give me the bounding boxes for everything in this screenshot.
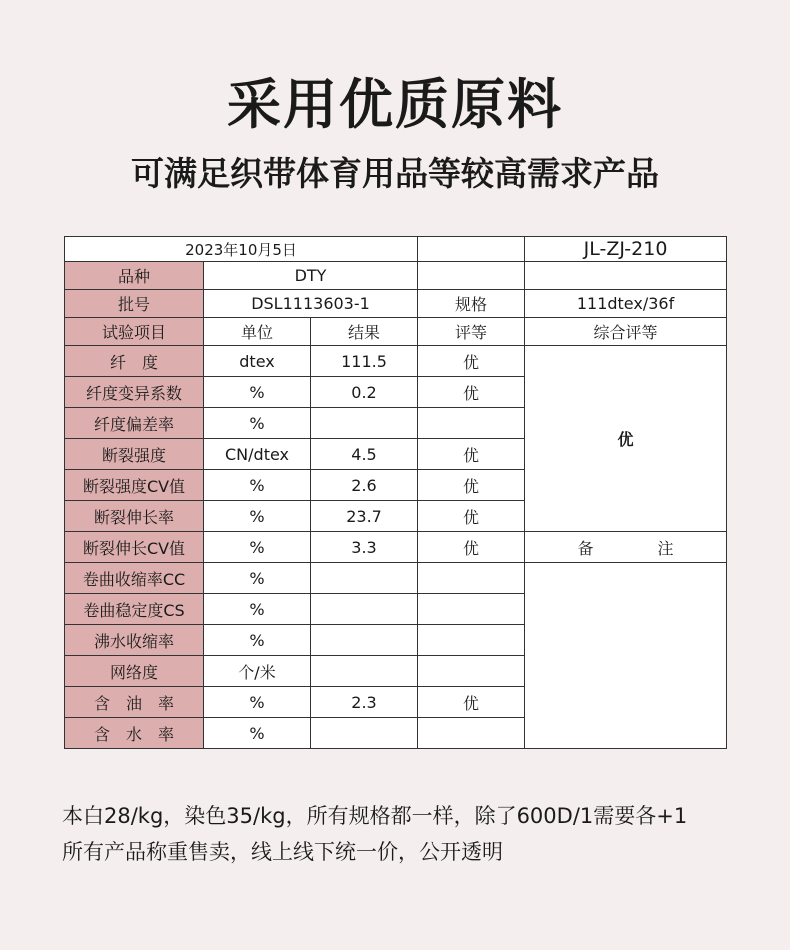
row-unit: % — [204, 718, 311, 749]
batch-value: DSL1113603-1 — [204, 290, 418, 318]
row-item: 卷曲收缩率CC — [65, 563, 204, 594]
variety-label: 品种 — [65, 262, 204, 290]
column-header-row — [65, 318, 727, 346]
row-grade: 优 — [418, 532, 525, 563]
test-report-table — [64, 236, 727, 749]
row-grade: 优 — [418, 687, 525, 718]
notes-label-right: 注 — [657, 538, 674, 558]
row-item: 断裂强度CV值 — [65, 470, 204, 501]
row-result: 2.3 — [311, 687, 418, 718]
row-item: 网络度 — [65, 656, 204, 687]
row-result: 23.7 — [311, 501, 418, 532]
notes-body — [525, 563, 727, 749]
row-grade — [418, 408, 525, 439]
row-result — [311, 563, 418, 594]
row-unit: % — [204, 408, 311, 439]
row-grade: 优 — [418, 501, 525, 532]
row-item: 含 水 率 — [65, 718, 204, 749]
row-item: 纤 度 — [65, 346, 204, 377]
row-grade: 优 — [418, 377, 525, 408]
batch-label: 批号 — [65, 290, 204, 318]
row-item: 沸水收缩率 — [65, 625, 204, 656]
column-header-item: 试验项目 — [65, 318, 204, 346]
table-row — [65, 346, 727, 377]
variety-row — [65, 262, 727, 290]
row-result: 4.5 — [311, 439, 418, 470]
row-result — [311, 718, 418, 749]
row-grade — [418, 563, 525, 594]
row-unit: % — [204, 470, 311, 501]
column-header-overall: 综合评等 — [525, 318, 727, 346]
spec-label: 规格 — [418, 290, 525, 318]
row-result — [311, 656, 418, 687]
row-unit: % — [204, 687, 311, 718]
row-unit: % — [204, 594, 311, 625]
report-date: 2023年10月5日 — [65, 237, 418, 262]
row-unit: CN/dtex — [204, 439, 311, 470]
variety-blank-cell-2 — [525, 262, 727, 290]
table-row — [65, 563, 727, 594]
table-row — [65, 532, 727, 563]
row-item: 断裂强度 — [65, 439, 204, 470]
report-header-row — [65, 237, 727, 262]
row-result — [311, 408, 418, 439]
page-title: 采用优质原料 — [227, 73, 563, 136]
row-grade: 优 — [418, 439, 525, 470]
footer-line-2: 所有产品称重售卖，线上线下统一价，公开透明 — [62, 840, 503, 864]
row-grade: 优 — [418, 470, 525, 501]
row-result — [311, 594, 418, 625]
row-unit: % — [204, 625, 311, 656]
row-unit: 个/米 — [204, 656, 311, 687]
row-unit: % — [204, 532, 311, 563]
row-unit: % — [204, 563, 311, 594]
row-result: 3.3 — [311, 532, 418, 563]
row-grade — [418, 718, 525, 749]
overall-grade: 优 — [525, 346, 727, 532]
batch-row — [65, 290, 727, 318]
notes-label-left: 备 — [577, 538, 594, 558]
row-grade — [418, 594, 525, 625]
row-grade: 优 — [418, 346, 525, 377]
row-unit: % — [204, 377, 311, 408]
row-result: 111.5 — [311, 346, 418, 377]
row-unit: % — [204, 501, 311, 532]
column-header-unit: 单位 — [204, 318, 311, 346]
report-blank-cell — [418, 237, 525, 262]
footer-line-1: 本白28/kg，染色35/kg，所有规格都一样，除了600D/1需要各+1 — [62, 804, 688, 828]
variety-blank-cell — [418, 262, 525, 290]
footer-notes — [62, 798, 752, 870]
spec-value: 111dtex/36f — [525, 290, 727, 318]
notes-header — [525, 532, 727, 563]
row-grade — [418, 625, 525, 656]
row-result: 0.2 — [311, 377, 418, 408]
row-item: 断裂伸长率 — [65, 501, 204, 532]
row-item: 卷曲稳定度CS — [65, 594, 204, 625]
page-subtitle: 可满足织带体育用品等较高需求产品 — [131, 154, 659, 193]
row-unit: dtex — [204, 346, 311, 377]
variety-value: DTY — [204, 262, 418, 290]
row-result: 2.6 — [311, 470, 418, 501]
row-grade — [418, 656, 525, 687]
row-item: 纤度偏差率 — [65, 408, 204, 439]
row-item: 断裂伸长CV值 — [65, 532, 204, 563]
column-header-grade: 评等 — [418, 318, 525, 346]
row-item: 含 油 率 — [65, 687, 204, 718]
row-result — [311, 625, 418, 656]
row-item: 纤度变异系数 — [65, 377, 204, 408]
column-header-result: 结果 — [311, 318, 418, 346]
report-code: JL-ZJ-210 — [525, 237, 727, 262]
